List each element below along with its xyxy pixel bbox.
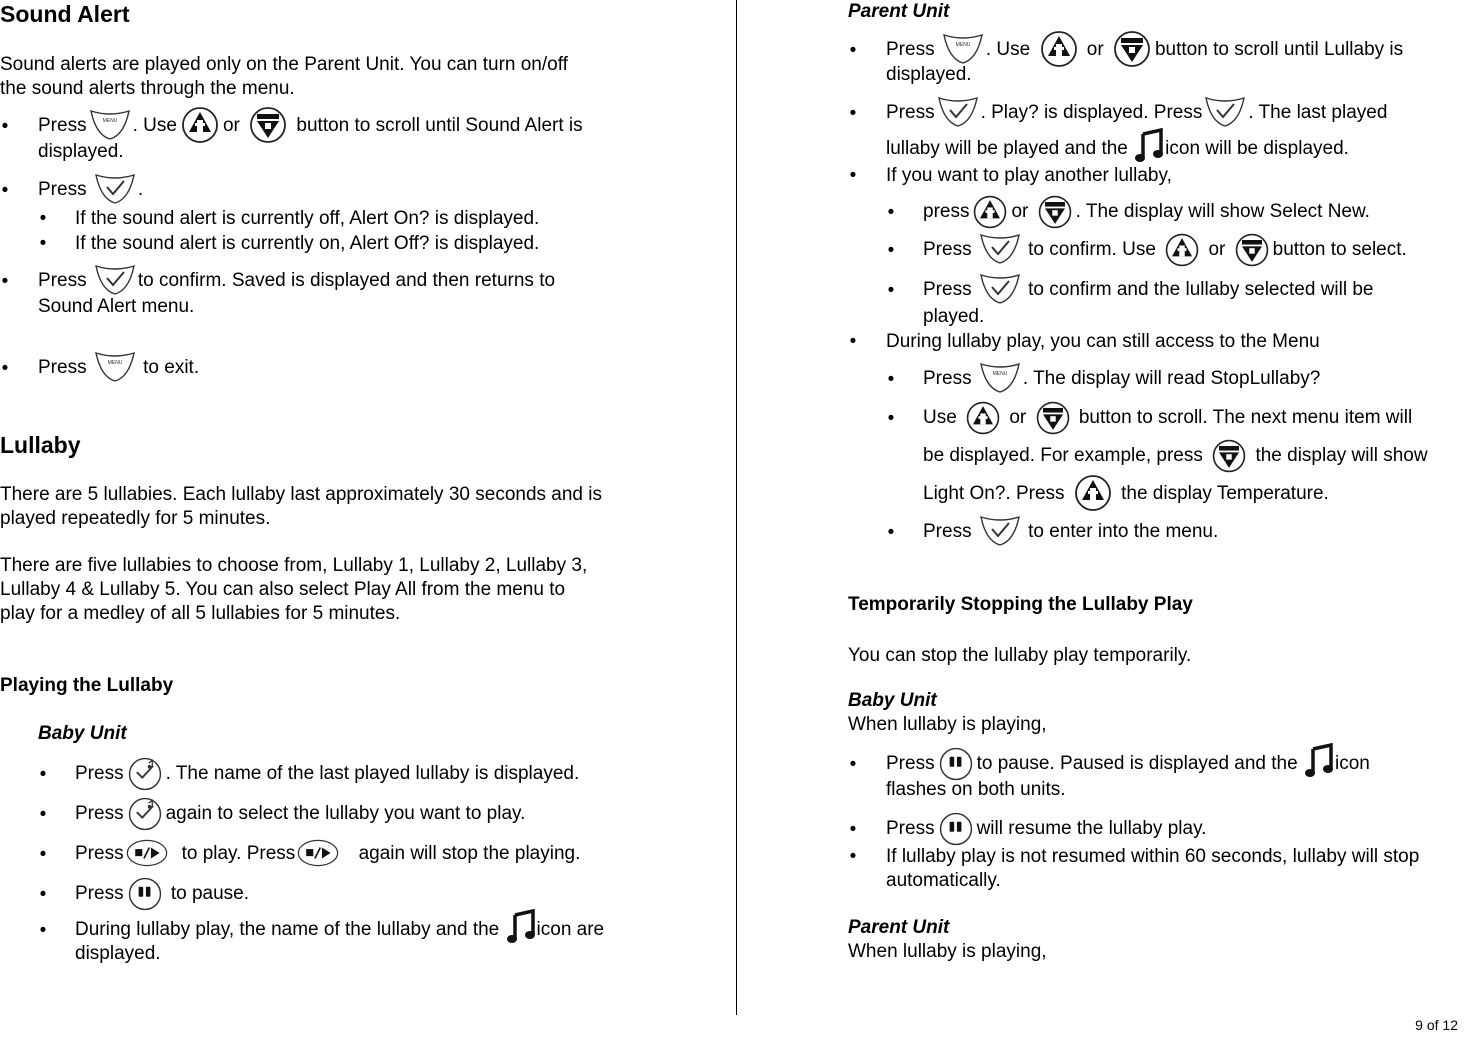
menu-button-icon bbox=[93, 347, 137, 387]
temporarily-stopping-intro: You can stop the lullaby play temporarily. bbox=[848, 645, 1192, 666]
down-arrow-button-icon bbox=[246, 105, 290, 145]
up-arrow-button-icon bbox=[963, 399, 1003, 437]
column-divider bbox=[736, 0, 737, 1015]
up-arrow-button-icon bbox=[1071, 473, 1115, 513]
up-arrow-button-icon bbox=[1037, 29, 1081, 69]
lullaby-heading: Lullaby bbox=[0, 432, 81, 458]
music-note-icon bbox=[1134, 128, 1164, 164]
parent-unit-heading: Parent Unit bbox=[848, 1, 950, 22]
lullaby-paragraph-2-line3: play for a medley of all 5 lullabies for 5 minutes. bbox=[0, 603, 401, 624]
svg-text:MENU: MENU bbox=[992, 371, 1008, 377]
when-playing-text-2: When lullaby is playing, bbox=[848, 941, 1047, 962]
when-playing-text-1: When lullaby is playing, bbox=[848, 714, 1047, 735]
lullaby-button-icon bbox=[125, 795, 165, 833]
music-note-icon bbox=[506, 909, 536, 945]
svg-text:MENU: MENU bbox=[102, 118, 117, 124]
checkmark-button-icon bbox=[978, 229, 1022, 269]
baby-unit-heading: Baby Unit bbox=[38, 723, 127, 744]
down-arrow-button-icon bbox=[1209, 437, 1249, 475]
checkmark-button-icon bbox=[978, 511, 1022, 551]
sound-alert-intro-line1: Sound alerts are played only on the Parent Unit. You can turn on/off bbox=[0, 54, 568, 75]
play-stop-button-icon bbox=[125, 833, 181, 873]
up-arrow-button-icon bbox=[1162, 231, 1202, 269]
sound-alert-intro-line2: the sound alerts through the menu. bbox=[0, 78, 295, 99]
page-number: 9 of 12 bbox=[1415, 1017, 1458, 1033]
sound-alert-heading: Sound Alert bbox=[0, 1, 130, 27]
lullaby-paragraph-2-line2: Lullaby 4 & Lullaby 5. You can also select Play All from the menu to bbox=[0, 579, 566, 600]
stop-step-3-line1: If lullaby play is not resumed within 60 seconds, lullaby will stop bbox=[886, 846, 1420, 867]
down-arrow-button-icon bbox=[1232, 231, 1272, 269]
up-arrow-button-icon bbox=[178, 105, 222, 145]
parent-unit-heading-2: Parent Unit bbox=[848, 917, 950, 938]
up-arrow-button-icon bbox=[970, 193, 1010, 231]
down-arrow-button-icon bbox=[1035, 193, 1075, 231]
menu-button-icon bbox=[978, 358, 1022, 398]
svg-text:MENU: MENU bbox=[955, 42, 971, 48]
stop-step-3-line2: automatically. bbox=[886, 870, 1001, 891]
music-note-icon bbox=[1304, 743, 1334, 779]
lullaby-button-icon bbox=[125, 755, 165, 793]
checkmark-button-icon bbox=[93, 169, 137, 209]
lullaby-paragraph-1-line2: played repeatedly for 5 minutes. bbox=[0, 508, 271, 529]
down-arrow-button-icon bbox=[1033, 399, 1073, 437]
sound-alert-substep-1: If the sound alert is currently off, Alert On? is displayed. bbox=[75, 208, 540, 229]
menu-button-icon bbox=[88, 105, 132, 145]
checkmark-button-icon bbox=[978, 269, 1022, 309]
temporarily-stopping-heading: Temporarily Stopping the Lullaby Play bbox=[848, 594, 1193, 615]
svg-text:MENU: MENU bbox=[107, 360, 123, 366]
pause-button-icon bbox=[936, 810, 976, 848]
lullaby-paragraph-2-line1: There are five lullabies to choose from, Lullaby 1, Lullaby 2, Lullaby 3, bbox=[0, 555, 588, 576]
checkmark-button-icon bbox=[93, 260, 137, 300]
parent-step-3: If you want to play another lullaby, bbox=[886, 165, 1172, 186]
play-stop-button-icon bbox=[296, 833, 352, 873]
down-arrow-button-icon bbox=[1110, 29, 1154, 69]
baby-unit-heading-2: Baby Unit bbox=[848, 690, 937, 711]
sound-alert-substep-2: If the sound alert is currently on, Alert Off? is displayed. bbox=[75, 233, 540, 254]
playing-lullaby-heading: Playing the Lullaby bbox=[0, 675, 174, 696]
parent-step-4: During lullaby play, you can still access to the Menu bbox=[886, 331, 1320, 352]
lullaby-paragraph-1-line1: There are 5 lullabies. Each lullaby last approximately 30 seconds and is bbox=[0, 484, 602, 505]
